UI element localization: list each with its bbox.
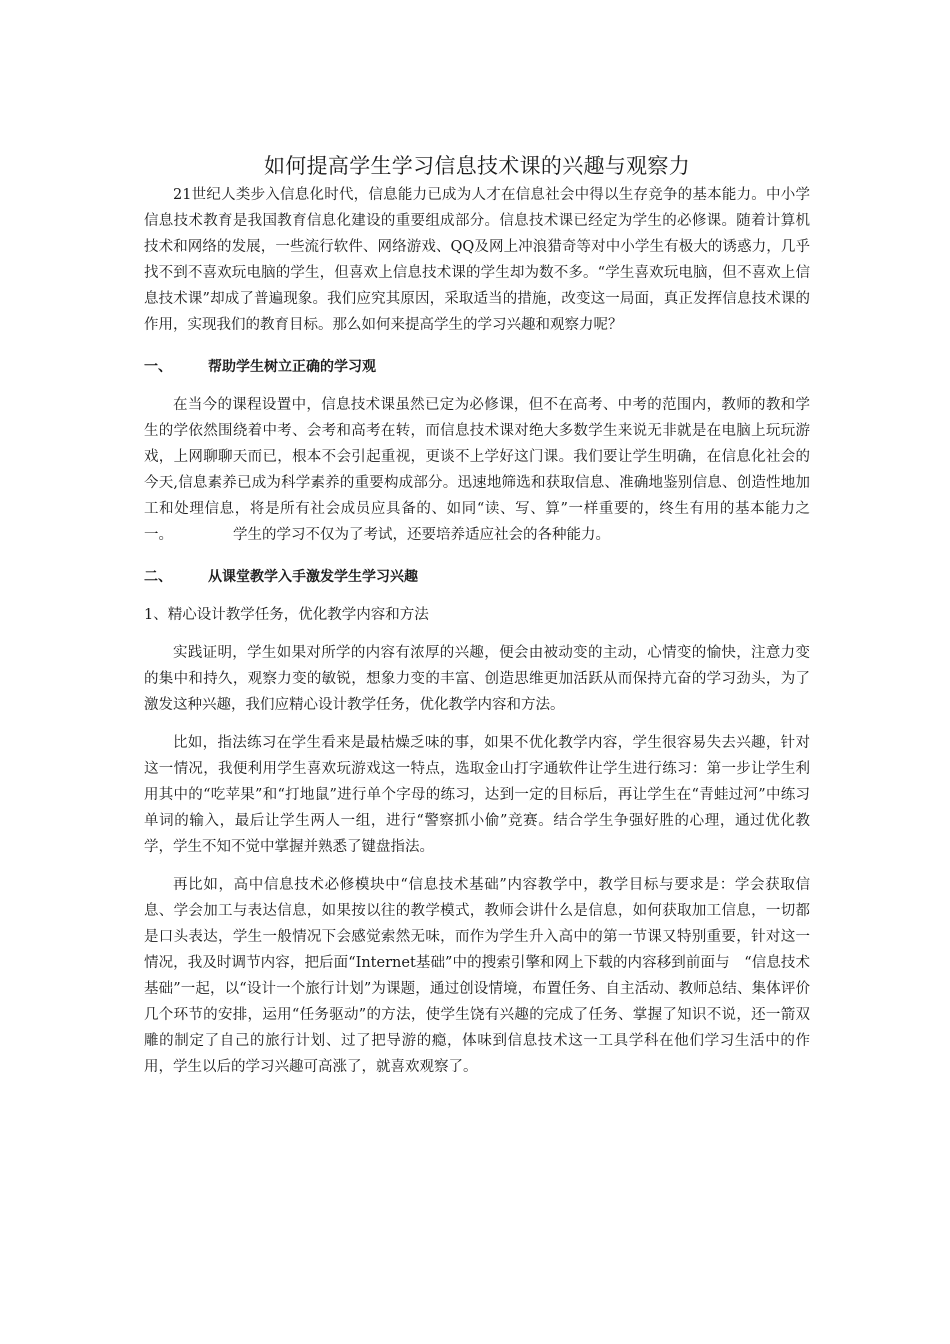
document-title: 如何提高学生学习信息技术课的兴趣与观察力 <box>264 154 690 178</box>
section-1-text-a: 在当今的课程设置中，信息技术课虽然已定为必修课，但不在高考、中考的范围内，教师的教和学生的学依然围绕着中考、会考和高考在转，而信息技术课对绝大多数学生来说无非就是在电脑上玩玩游戏，上网聊聊天而已，根本不会引起重视，更谈不上学好这门课。我们要让学生明确，在信息化社会的今天,信息素养已成为科学素养的重要构成部分。迅速地筛选和获取信息、准确地鉴别信息、创造性地加工和处理信息，将是所有社会成员应具备的、如同“读、写、算”一样重要的，终生有用的基本能力之一。 <box>144 397 810 543</box>
spacer <box>144 338 810 354</box>
section-2-title: 从课堂教学入手激发学生学习兴趣 <box>208 569 418 585</box>
section-2-paragraph-1: 实践证明，学生如果对所学的内容有浓厚的兴趣，便会由被动变的主动，心情变的愉快，注意力变的集中和持久，观察力变的敏锐，想象力变的丰富、创造思维更加活跃从而保持亢奋的学习劲头，为了激发这种兴趣，我们应精心设计教学任务，优化教学内容和方法。 <box>144 645 810 713</box>
section-1-paragraph <box>144 392 810 548</box>
section-1-title: 帮助学生树立正确的学习观 <box>208 359 376 375</box>
spacer <box>144 590 810 602</box>
spacer <box>144 860 810 872</box>
spacer <box>144 718 810 730</box>
section-2-heading <box>144 564 810 590</box>
section-2-paragraph-3: 再比如，高中信息技术必修模块中“信息技术基础”内容教学中，教学目标与要求是：学会获取信息、学会加工与表达信息，如果按以往的教学模式，教师会讲什么是信息，如何获取加工信息，一切都是口头表达，学生一般情况下会感觉索然无味，而作为学生升入高中的第一节课又特别重要，针对这一情况，我及时调节内容，把后面“Internet基础”中的搜索引擎和网上下载的内容移到前面与 “信息技术基础”一起，以“设计一个旅行计划”为课题，通过创设情境，布置任务、自主活动、教师总结、集体评价几个环节的安排，运用“任务驱动”的方法，使学生饶有兴趣的完成了任务、掌握了知识不说，还一箭双雕的制定了自己的旅行计划、过了把导游的瘾，体味到信息技术这一工具学科在他们学习生活中的作用，学生以后的学习兴趣可高涨了，就喜欢观察了。 <box>144 877 810 1075</box>
intro-paragraph: 21世纪人类步入信息化时代，信息能力已成为人才在信息社会中得以生存竞争的基本能力。中小学信息技术教育是我国教育信息化建设的重要组成部分。信息技术课已经定为学生的必修课。随着计算机技术和网络的发展，一些流行软件、网络游戏、QQ及网上冲浪猎奇等对中小学生有极大的诱惑力，几乎找不到不喜欢玩电脑的学生，但喜欢上信息技术课的学生却为数不多。“学生喜欢玩电脑，但不喜欢上信息技术课”却成了普遍现象。我们应究其原因，采取适当的措施，改变这一局面，真正发挥信息技术课的作用，实现我们的教育目标。那么如何来提高学生的学习兴趣和观察力呢？ <box>144 187 810 333</box>
spacer <box>144 380 810 392</box>
section-2-number: 二、 <box>144 569 172 585</box>
section-1-text-b: 学生的学习不仅为了考试，还要培养适应社会的各种能力。 <box>233 527 610 543</box>
section-2-subheading: 1、精心设计教学任务，优化教学内容和方法 <box>144 607 429 623</box>
document-page <box>144 150 810 1080</box>
section-1-number: 一、 <box>144 359 172 375</box>
section-1-heading <box>144 354 810 380</box>
spacer <box>144 628 810 640</box>
section-2-paragraph-2: 比如，指法练习在学生看来是最枯燥乏味的事，如果不优化教学内容，学生很容易失去兴趣，针对这一情况，我便利用学生喜欢玩游戏这一特点，选取金山打字通软件让学生进行练习：第一步让学生利用其中的“吃苹果”和“打地鼠”进行单个字母的练习，达到一定的目标后，再让学生在“青蛙过河”中练习单词的输入，最后让学生两人一组，进行“警察抓小偷”竞赛。结合学生争强好胜的心理，通过优化教学，学生不知不觉中掌握并熟悉了键盘指法。 <box>144 735 810 855</box>
spacer <box>144 548 810 564</box>
